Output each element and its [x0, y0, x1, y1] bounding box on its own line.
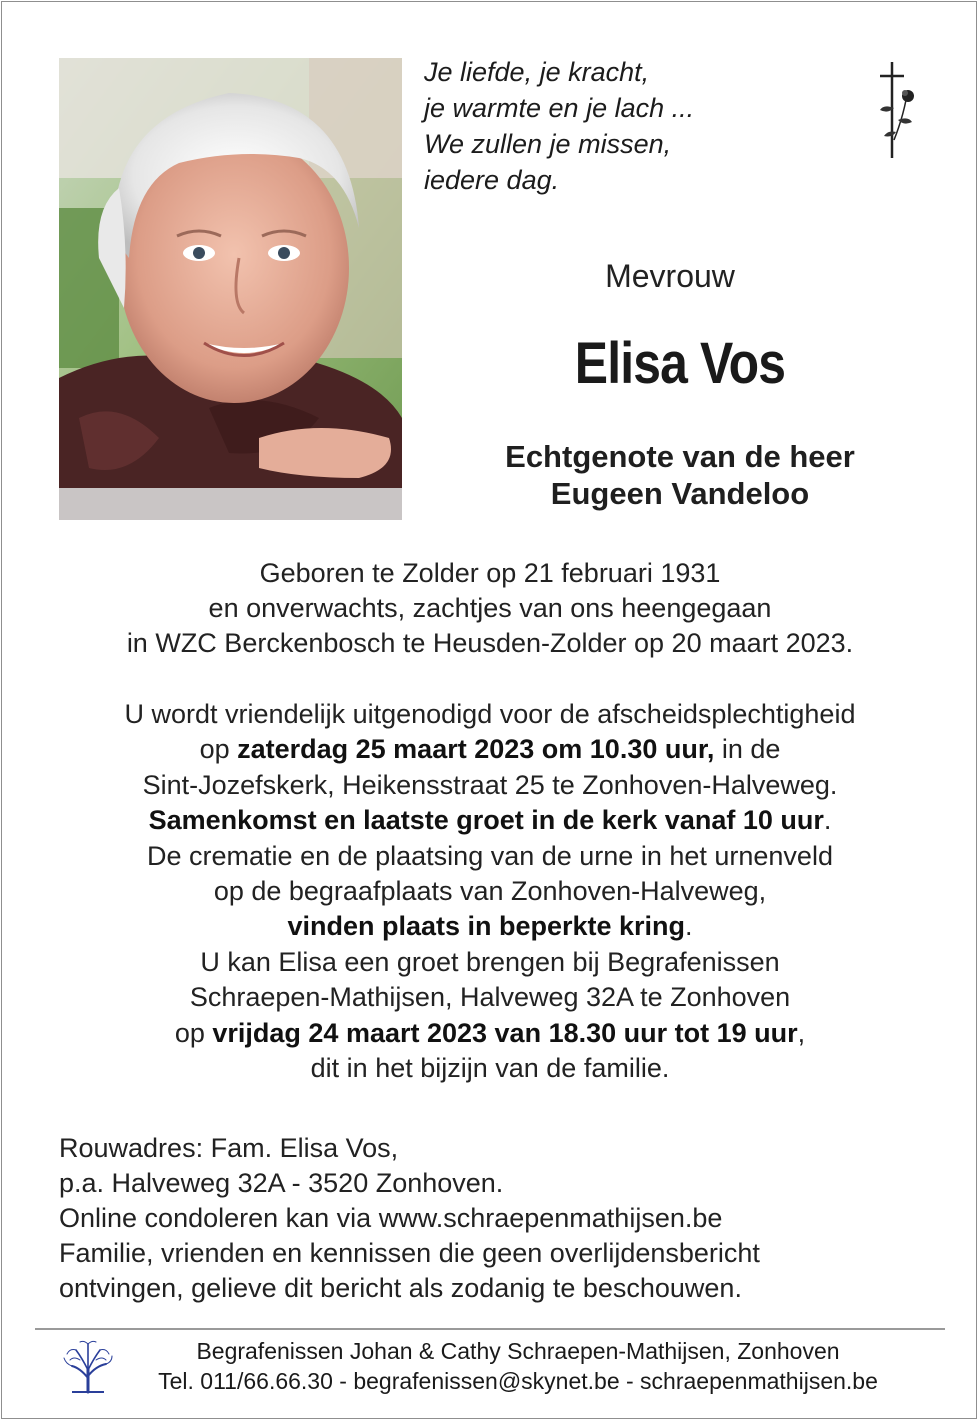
biography — [20, 556, 960, 661]
funeral-home-contact: Tel. 011/66.66.30 - begrafenissen@skynet.be - schraepenmathijsen.be — [158, 1368, 878, 1394]
address-line: Online condoleren kan via www.schraepenmathijsen.be — [59, 1203, 723, 1233]
text-fragment: op — [174, 1017, 213, 1048]
text-fragment: . — [685, 911, 693, 942]
poem-line: Je liefde, je kracht, — [424, 57, 650, 87]
ceremony-date: zaterdag 25 maart 2023 om 10.30 uur, — [237, 734, 715, 765]
ceremony-line: Schraepen-Mathijsen, Halveweg 32A te Zonhoven — [189, 982, 791, 1013]
poem — [424, 54, 694, 198]
ceremony-details — [20, 697, 960, 1086]
ceremony-line: De crematie en de plaatsing van de urne in het urnenveld — [147, 840, 833, 871]
deceased-name: Elisa Vos — [574, 331, 786, 396]
spouse-line: Echtgenote van de heer — [505, 439, 855, 474]
bio-line: in WZC Berckenbosch te Heusden-Zolder op 20 maart 2023. — [126, 628, 854, 658]
visitation-date: vrijdag 24 maart 2023 van 18.30 uur tot 19 uur — [212, 1017, 798, 1048]
spouse-name: Eugeen Vandeloo — [550, 476, 810, 511]
cross-rose-icon — [872, 60, 922, 160]
ceremony-line — [20, 732, 960, 767]
text-fragment: , — [797, 1017, 806, 1048]
address-line: ontvingen, gelieve dit bericht als zodanig te beschouwen. — [59, 1273, 742, 1303]
ceremony-line — [20, 909, 960, 944]
funeral-home-name: Begrafenissen Johan & Cathy Schraepen-Mathijsen, Zonhoven — [196, 1338, 840, 1364]
bio-line: en onverwachts, zachtjes van ons heengegaan — [208, 593, 772, 623]
tree-logo-icon — [62, 1338, 114, 1394]
poem-line: We zullen je missen, — [424, 129, 672, 159]
text-fragment: . — [823, 805, 832, 836]
ceremony-line: Sint-Jozefskerk, Heikensstraat 25 te Zonhoven-Halveweg. — [142, 769, 838, 800]
ceremony-line: U kan Elisa een groet brengen bij Begrafenissen — [200, 946, 780, 977]
salutation: Mevrouw — [605, 258, 735, 294]
ceremony-line — [20, 1016, 960, 1051]
ceremony-line: U wordt vriendelijk uitgenodigd voor de afscheidsplechtigheid — [124, 699, 856, 729]
address-line: p.a. Halveweg 32A - 3520 Zonhoven. — [59, 1168, 504, 1198]
text-fragment: in de — [714, 734, 781, 765]
gathering-note: Samenkomst en laatste groet in de kerk vanaf 10 uur — [148, 805, 824, 836]
ceremony-line: dit in het bijzijn van de familie. — [310, 1053, 670, 1084]
ceremony-line: op de begraafplaats van Zonhoven-Halveweg, — [213, 876, 767, 907]
text-fragment: op — [199, 734, 238, 765]
ceremony-line — [20, 803, 960, 838]
address-line: Familie, vrienden en kennissen die geen overlijdensbericht — [59, 1238, 760, 1268]
poem-line: je warmte en je lach ... — [424, 93, 695, 123]
private-note: vinden plaats in beperkte kring — [287, 911, 686, 942]
mourning-address — [59, 1131, 760, 1306]
spouse-block — [440, 438, 920, 512]
address-line: Rouwadres: Fam. Elisa Vos, — [59, 1133, 399, 1163]
footer-divider — [35, 1328, 945, 1330]
bio-line: Geboren te Zolder op 21 februari 1931 — [259, 558, 721, 588]
funeral-home-info — [118, 1336, 918, 1396]
portrait-photo — [59, 58, 402, 520]
poem-line: iedere dag. — [424, 165, 560, 195]
